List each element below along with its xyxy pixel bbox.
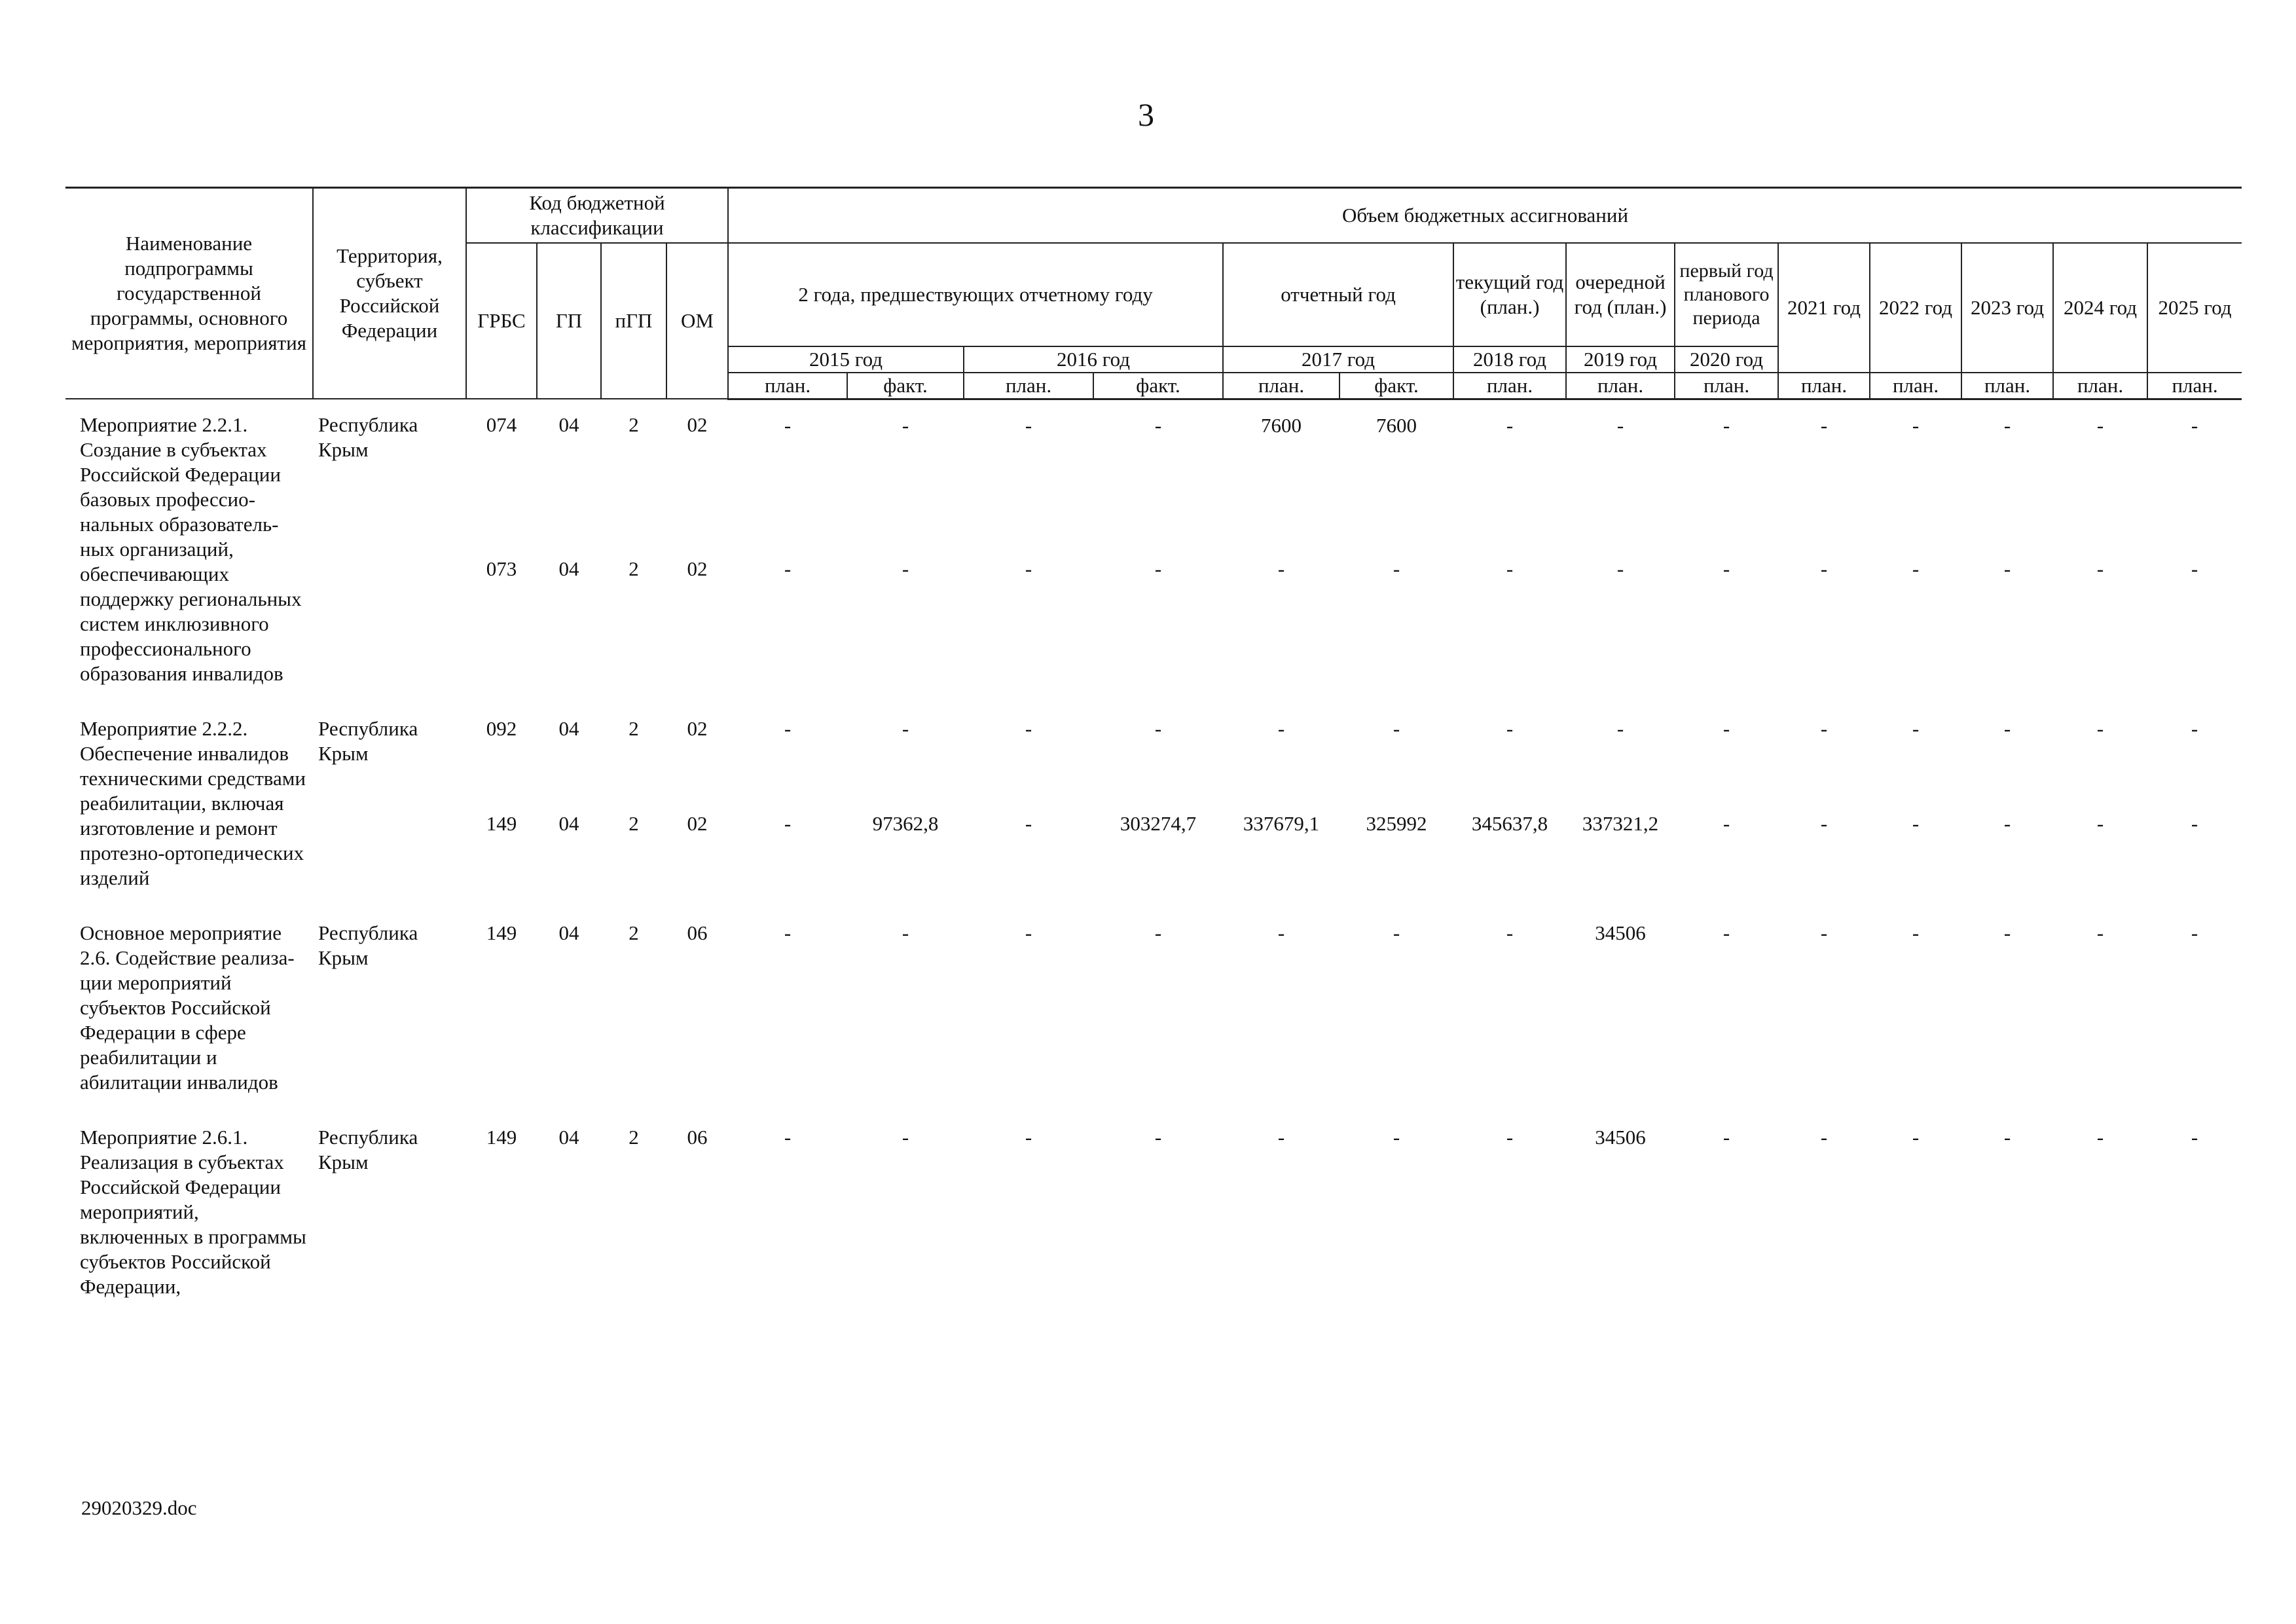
header-year-2015: 2015 год [728, 346, 964, 373]
value-cell: - [2003, 717, 2011, 740]
value-cell: - [2191, 413, 2198, 437]
territory: Республика Крым [318, 413, 418, 461]
header-fact: факт. [847, 373, 964, 399]
value-cell: - [784, 812, 792, 836]
code-om: 02 [687, 413, 708, 436]
header-gp: ГП [537, 243, 601, 399]
header-plan: план. [964, 373, 1093, 399]
code-grbs: 073 [486, 557, 517, 580]
value-cell: - [1912, 717, 1920, 740]
header-grbs: ГРБС [466, 243, 537, 399]
code-om: 06 [687, 1126, 708, 1149]
value-cell: - [2003, 557, 2011, 580]
table-row [65, 1109, 2242, 1299]
code-gp: 04 [558, 413, 579, 436]
value-cell: - [902, 557, 909, 580]
value-cell: - [1154, 557, 1162, 580]
value-cell: - [2096, 413, 2104, 437]
value-cell: - [2191, 921, 2198, 944]
code-grbs: 149 [486, 812, 517, 836]
value-cell: - [2096, 921, 2104, 944]
event-name: Мероприятие 2.2.2. Обеспечение инвалидов техническими средствами реабилитации, включая изготовление и ремонт протезно-ортопедических изделий [80, 717, 306, 889]
territory: Республика Крым [318, 717, 418, 765]
value-cell: 7600 [1376, 413, 1417, 437]
value-cell: - [2191, 1126, 2198, 1149]
value-cell: - [1025, 717, 1032, 740]
code-pgp: 2 [629, 921, 639, 944]
code-grbs: 074 [486, 413, 517, 436]
header-report-year: отчетный год [1223, 243, 1453, 346]
row-spacer [65, 891, 2242, 905]
value-cell: - [1154, 717, 1162, 740]
spacer-cell [65, 1095, 2242, 1109]
header-territory: Территория, субъект Российской Федерации [313, 188, 466, 399]
value-cell: - [784, 1126, 792, 1149]
value-cell: - [1912, 812, 1920, 836]
value-cell: 337679,1 [1243, 812, 1320, 836]
value-cell: 345637,8 [1471, 812, 1548, 836]
header-plan: план. [1778, 373, 1870, 399]
value-cell: - [1025, 921, 1032, 944]
value-cell: - [1506, 557, 1514, 580]
header-2024: 2024 год [2053, 243, 2147, 373]
code-grbs: 149 [486, 1126, 517, 1149]
header-fact: факт. [1093, 373, 1223, 399]
value-cell: - [1277, 1126, 1285, 1149]
territory: Республика Крым [318, 1126, 418, 1173]
value-cell: 337321,2 [1582, 812, 1659, 836]
value-cell: - [1722, 557, 1730, 580]
value-cell: 7600 [1261, 413, 1302, 437]
value-cell: - [1912, 921, 1920, 944]
value-cell: - [1722, 413, 1730, 437]
value-cell: 325992 [1366, 812, 1427, 836]
value-cell: - [1820, 557, 1828, 580]
header-plan: план. [728, 373, 847, 399]
value-cell: - [1506, 1126, 1514, 1149]
header-plan: план. [1961, 373, 2053, 399]
value-cell: 34506 [1595, 921, 1646, 944]
code-gp: 04 [558, 717, 579, 740]
value-cell: - [1820, 1126, 1828, 1149]
header-om: ОМ [666, 243, 728, 399]
value-cell: - [1277, 717, 1285, 740]
code-grbs: 092 [486, 717, 517, 740]
value-cell: - [1820, 413, 1828, 437]
value-cell: - [1722, 717, 1730, 740]
header-plan: план. [2053, 373, 2147, 399]
code-gp: 04 [558, 1126, 579, 1149]
value-cell: - [2191, 812, 2198, 836]
value-cell: - [1393, 921, 1400, 944]
value-cell: - [1820, 921, 1828, 944]
header-plan: план. [1870, 373, 1961, 399]
value-cell: - [1912, 557, 1920, 580]
value-cell: - [1154, 413, 1162, 437]
code-pgp: 2 [629, 413, 639, 436]
code-gp: 04 [558, 812, 579, 836]
value-cell: - [784, 717, 792, 740]
value-cell: - [2096, 717, 2104, 740]
value-cell: - [1025, 812, 1032, 836]
value-cell: - [1722, 921, 1730, 944]
row-spacer [65, 1095, 2242, 1109]
footer-filename: 29020329.doc [81, 1496, 197, 1519]
code-gp: 04 [558, 921, 579, 944]
table-row [65, 905, 2242, 1095]
territory: Республика Крым [318, 921, 418, 969]
header-code-group: Код бюджетной классификации [466, 188, 728, 243]
code-pgp: 2 [629, 812, 639, 836]
value-cell: 97362,8 [872, 812, 939, 836]
value-cell: - [2003, 413, 2011, 437]
value-cell: - [784, 413, 792, 437]
header-2023: 2023 год [1961, 243, 2053, 373]
header-next-year: очередной год (план.) [1566, 243, 1675, 346]
value-cell: - [2191, 717, 2198, 740]
spacer-cell [65, 686, 2242, 701]
table-row [65, 701, 2242, 797]
value-cell: - [2003, 812, 2011, 836]
header-plan: план. [1453, 373, 1566, 399]
value-cell: - [2096, 557, 2104, 580]
header-first-plan-year: первый год планового периода [1675, 243, 1778, 346]
value-cell: - [2003, 921, 2011, 944]
header-year-2018: 2018 год [1453, 346, 1566, 373]
value-cell: - [1912, 413, 1920, 437]
value-cell: - [1025, 413, 1032, 437]
code-om: 06 [687, 921, 708, 944]
header-volume-group: Объем бюджетных ассигнований [728, 188, 2242, 243]
code-om: 02 [687, 557, 708, 580]
value-cell: - [1506, 921, 1514, 944]
value-cell: - [2003, 1126, 2011, 1149]
value-cell: - [1393, 1126, 1400, 1149]
header-prev-two-years: 2 года, предшествующих отчетному году [728, 243, 1223, 346]
header-2022: 2022 год [1870, 243, 1961, 373]
table-row [65, 399, 2242, 542]
code-grbs: 149 [486, 921, 517, 944]
value-cell: - [1025, 1126, 1032, 1149]
header-year-2019: 2019 год [1566, 346, 1675, 373]
event-name: Мероприятие 2.6.1. Реализация в субъектах Российской Федерации мероприятий, включенных в программы субъектов Российской Федерации, [80, 1126, 306, 1298]
table-body [65, 399, 2242, 1299]
code-pgp: 2 [629, 717, 639, 740]
value-cell: - [1277, 557, 1285, 580]
header-plan: план. [1223, 373, 1339, 399]
value-cell: - [1912, 1126, 1920, 1149]
header-2021: 2021 год [1778, 243, 1870, 373]
value-cell: - [2191, 557, 2198, 580]
value-cell: - [1616, 557, 1624, 580]
value-cell: - [902, 921, 909, 944]
value-cell: - [1154, 921, 1162, 944]
value-cell: - [1506, 413, 1514, 437]
value-cell: - [1616, 413, 1624, 437]
header-year-2017: 2017 год [1223, 346, 1453, 373]
value-cell: 34506 [1595, 1126, 1646, 1149]
header-pgp: пГП [601, 243, 666, 399]
value-cell: - [1393, 717, 1400, 740]
header-year-2016: 2016 год [964, 346, 1223, 373]
spacer-cell [65, 891, 2242, 905]
header-name: Наименование подпрограммы государственной программы, основного мероприятия, мероприятия [65, 188, 313, 399]
value-cell: - [784, 921, 792, 944]
value-cell: - [1722, 812, 1730, 836]
event-name: Мероприятие 2.2.1. Создание в субъектах Российской Федерации базовых профессио-нальных образователь-ных организаций, обеспечивающих поддержку региональных систем инклюзивного профессионального образования инвалидов [80, 413, 302, 685]
value-cell: - [1025, 557, 1032, 580]
value-cell: - [1820, 717, 1828, 740]
event-name: Основное мероприятие 2.6. Содействие реализа-ции мероприятий субъектов Российской Федерации в сфере реабилитации и абилитации инвалидов [80, 921, 295, 1094]
row-spacer [65, 686, 2242, 701]
header-plan: план. [1675, 373, 1778, 399]
budget-table [65, 187, 2242, 1299]
header-year-2020: 2020 год [1675, 346, 1778, 373]
code-om: 02 [687, 717, 708, 740]
value-cell: 303274,7 [1120, 812, 1197, 836]
code-pgp: 2 [629, 1126, 639, 1149]
value-cell: - [1506, 717, 1514, 740]
value-cell: - [2096, 1126, 2104, 1149]
code-om: 02 [687, 812, 708, 836]
value-cell: - [1616, 717, 1624, 740]
code-gp: 04 [558, 557, 579, 580]
value-cell: - [784, 557, 792, 580]
code-pgp: 2 [629, 557, 639, 580]
value-cell: - [1277, 921, 1285, 944]
header-fact: факт. [1339, 373, 1453, 399]
page-number: 3 [1138, 96, 1154, 133]
header-plan: план. [1566, 373, 1675, 399]
value-cell: - [902, 1126, 909, 1149]
header-2025: 2025 год [2147, 243, 2242, 373]
value-cell: - [902, 413, 909, 437]
value-cell: - [1154, 1126, 1162, 1149]
value-cell: - [1393, 557, 1400, 580]
header-plan: план. [2147, 373, 2242, 399]
value-cell: - [1820, 812, 1828, 836]
value-cell: - [902, 717, 909, 740]
value-cell: - [1722, 1126, 1730, 1149]
value-cell: - [2096, 812, 2104, 836]
header-current-year: текущий год (план.) [1453, 243, 1566, 346]
